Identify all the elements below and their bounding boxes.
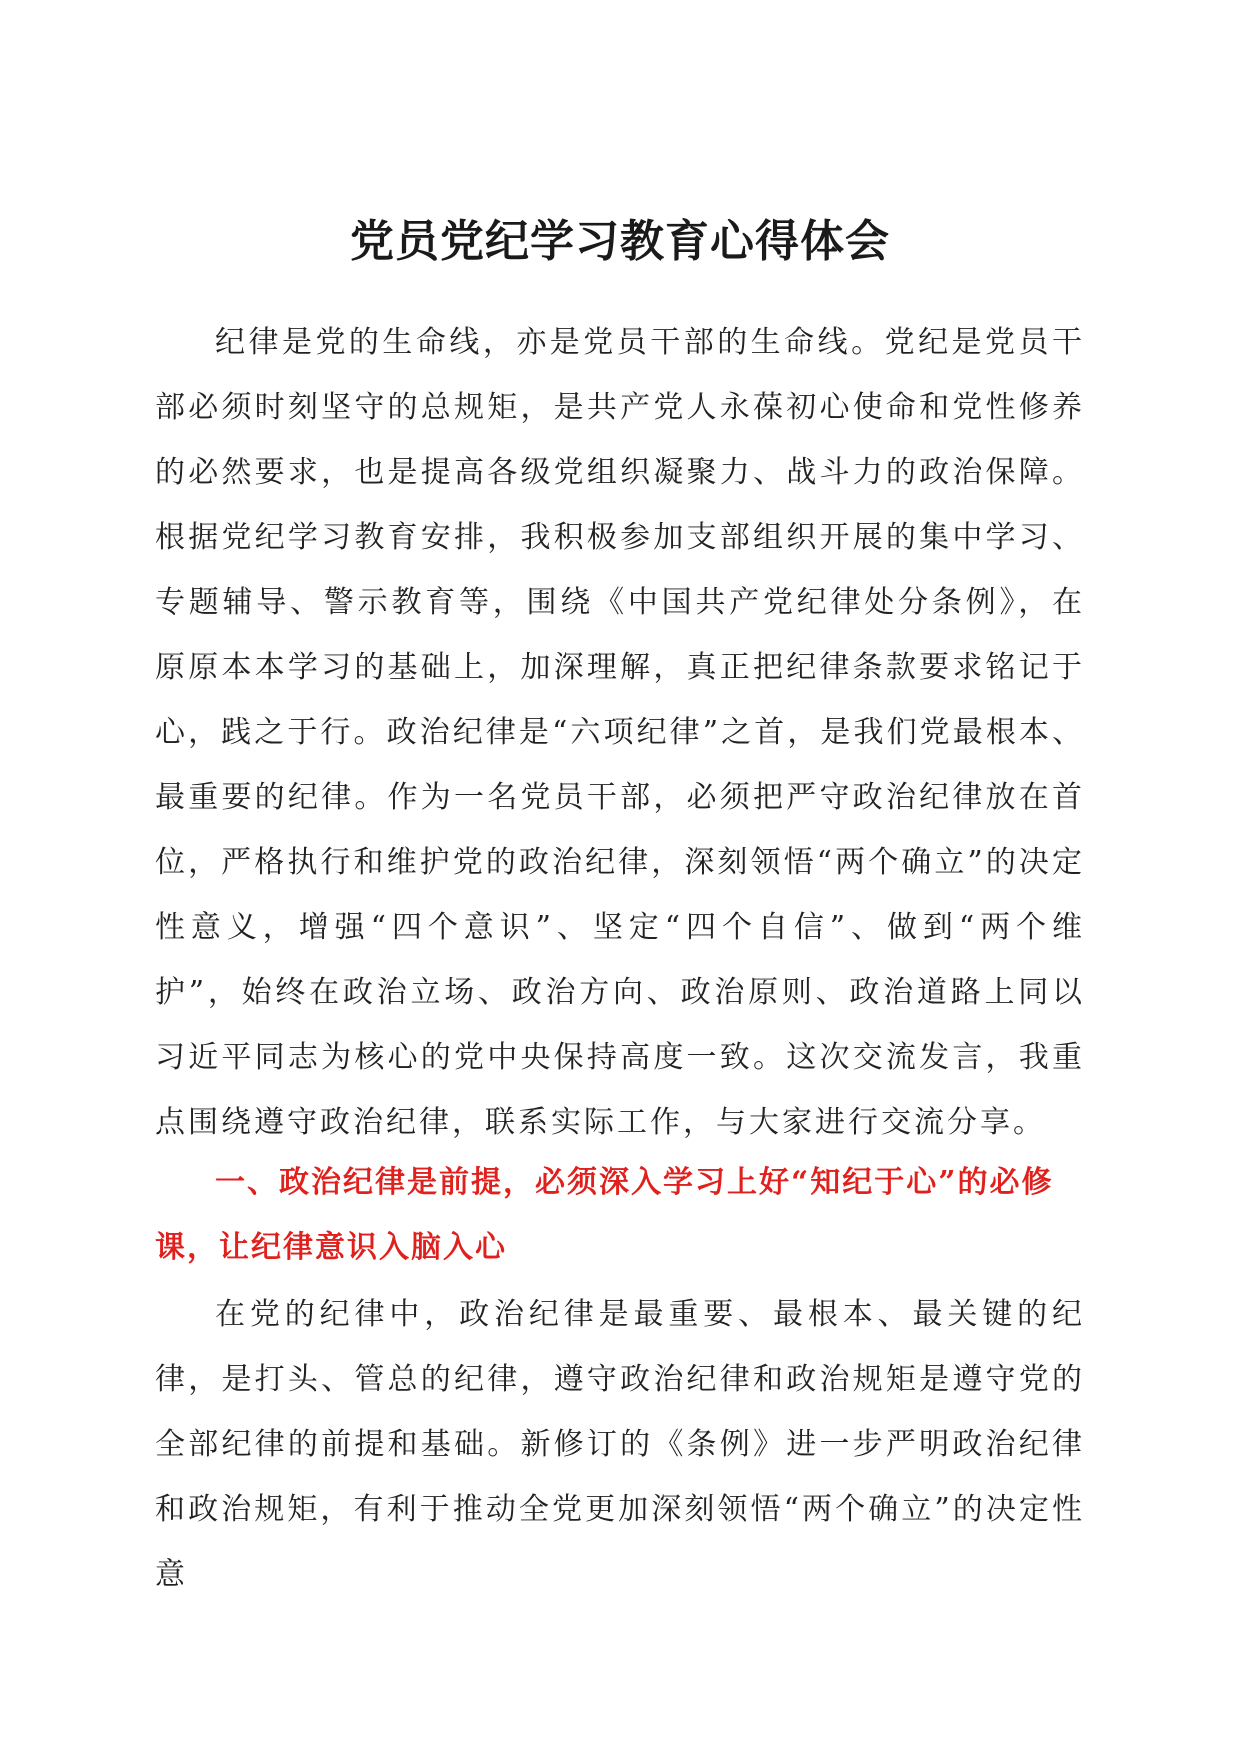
document-title: 党员党纪学习教育心得体会 <box>350 216 890 267</box>
paragraph-intro: 纪律是党的生命线，亦是党员干部的生命线。党纪是党员干部必须时刻坚守的总规矩，是共产党人永葆初心使命和党性修养的必然要求，也是提高各级党组织凝聚力、战斗力的政治保障。根据党纪学习教育安排，我积极参加支部组织开展的集中学习、专题辅导、警示教育等，围绕《中国共产党纪律处分条例》，在原原本本学习的基础上，加深理解，真正把纪律条款要求铭记于心，践之于行。政治纪律是“六项纪律”之首，是我们党最根本、最重要的纪律。作为一名党员干部，必须把严守政治纪律放在首位，严格执行和维护党的政治纪律，深刻领悟“两个确立”的决定性意义，增强“四个意识”、坚定“四个自信”、做到“两个维护”，始终在政治立场、政治方向、政治原则、政治道路上同以习近平同志为核心的党中央保持高度一致。这次交流发言，我重点围绕遵守政治纪律，联系实际工作，与大家进行交流分享。 <box>155 325 1085 1140</box>
section-heading-1: 一、政治纪律是前提，必须深入学习上好“知纪于心”的必修课，让纪律意识入脑入心 <box>155 1165 1054 1265</box>
paragraph-section-1: 在党的纪律中，政治纪律是最重要、最根本、最关键的纪律，是打头、管总的纪律，遵守政治纪律和政治规矩是遵守党的全部纪律的前提和基础。新修订的《条例》进一步严明政治纪律和政治规矩，有利于推动全党更加深刻领悟“两个确立”的决定性意 <box>155 1297 1085 1592</box>
